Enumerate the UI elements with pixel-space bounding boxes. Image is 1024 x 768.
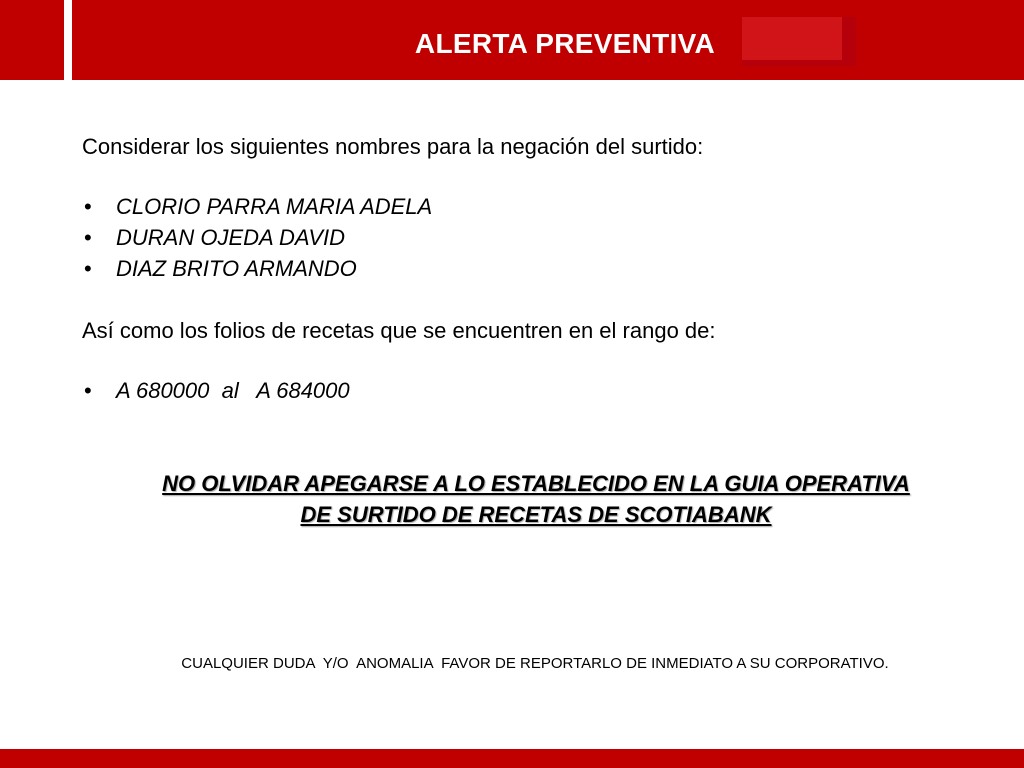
warning-notice: [100, 468, 972, 530]
list-item: [82, 222, 432, 253]
list-item: [82, 191, 432, 222]
footer-bar: [0, 749, 1024, 768]
name-text: DIAZ BRITO ARMANDO: [116, 256, 357, 281]
name-text: DURAN OJEDA DAVID: [116, 225, 346, 250]
list-item: [82, 375, 350, 406]
names-intro: Considerar los siguientes nombres para la negación del surtido:: [82, 134, 704, 159]
warning-line-2: DE SURTIDO DE RECETAS DE SCOTIABANK: [300, 502, 772, 527]
slide-title: ALERTA PREVENTIVA: [414, 28, 716, 59]
range-intro: Así como los folios de recetas que se encuentren en el rango de:: [82, 318, 716, 343]
name-text: CLORIO PARRA MARIA ADELA: [116, 194, 433, 219]
header-bar-left: [0, 0, 64, 80]
range-text: A 680000 al A 684000: [116, 378, 350, 403]
header-accent-block: [742, 17, 856, 66]
bullet-icon: •: [84, 225, 92, 250]
range-list: [82, 375, 350, 406]
bullet-icon: •: [84, 256, 92, 281]
bullet-icon: •: [84, 378, 92, 403]
list-item: [82, 253, 432, 284]
names-list: [82, 191, 432, 284]
warning-line-1: NO OLVIDAR APEGARSE A LO ESTABLECIDO EN LA GUIA OPERATIVA: [162, 471, 910, 496]
footer-note: CUALQUIER DUDA Y/O ANOMALIA FAVOR DE REPORTARLO DE INMEDIATO A SU CORPORATIVO.: [181, 655, 889, 672]
bullet-icon: •: [84, 194, 92, 219]
